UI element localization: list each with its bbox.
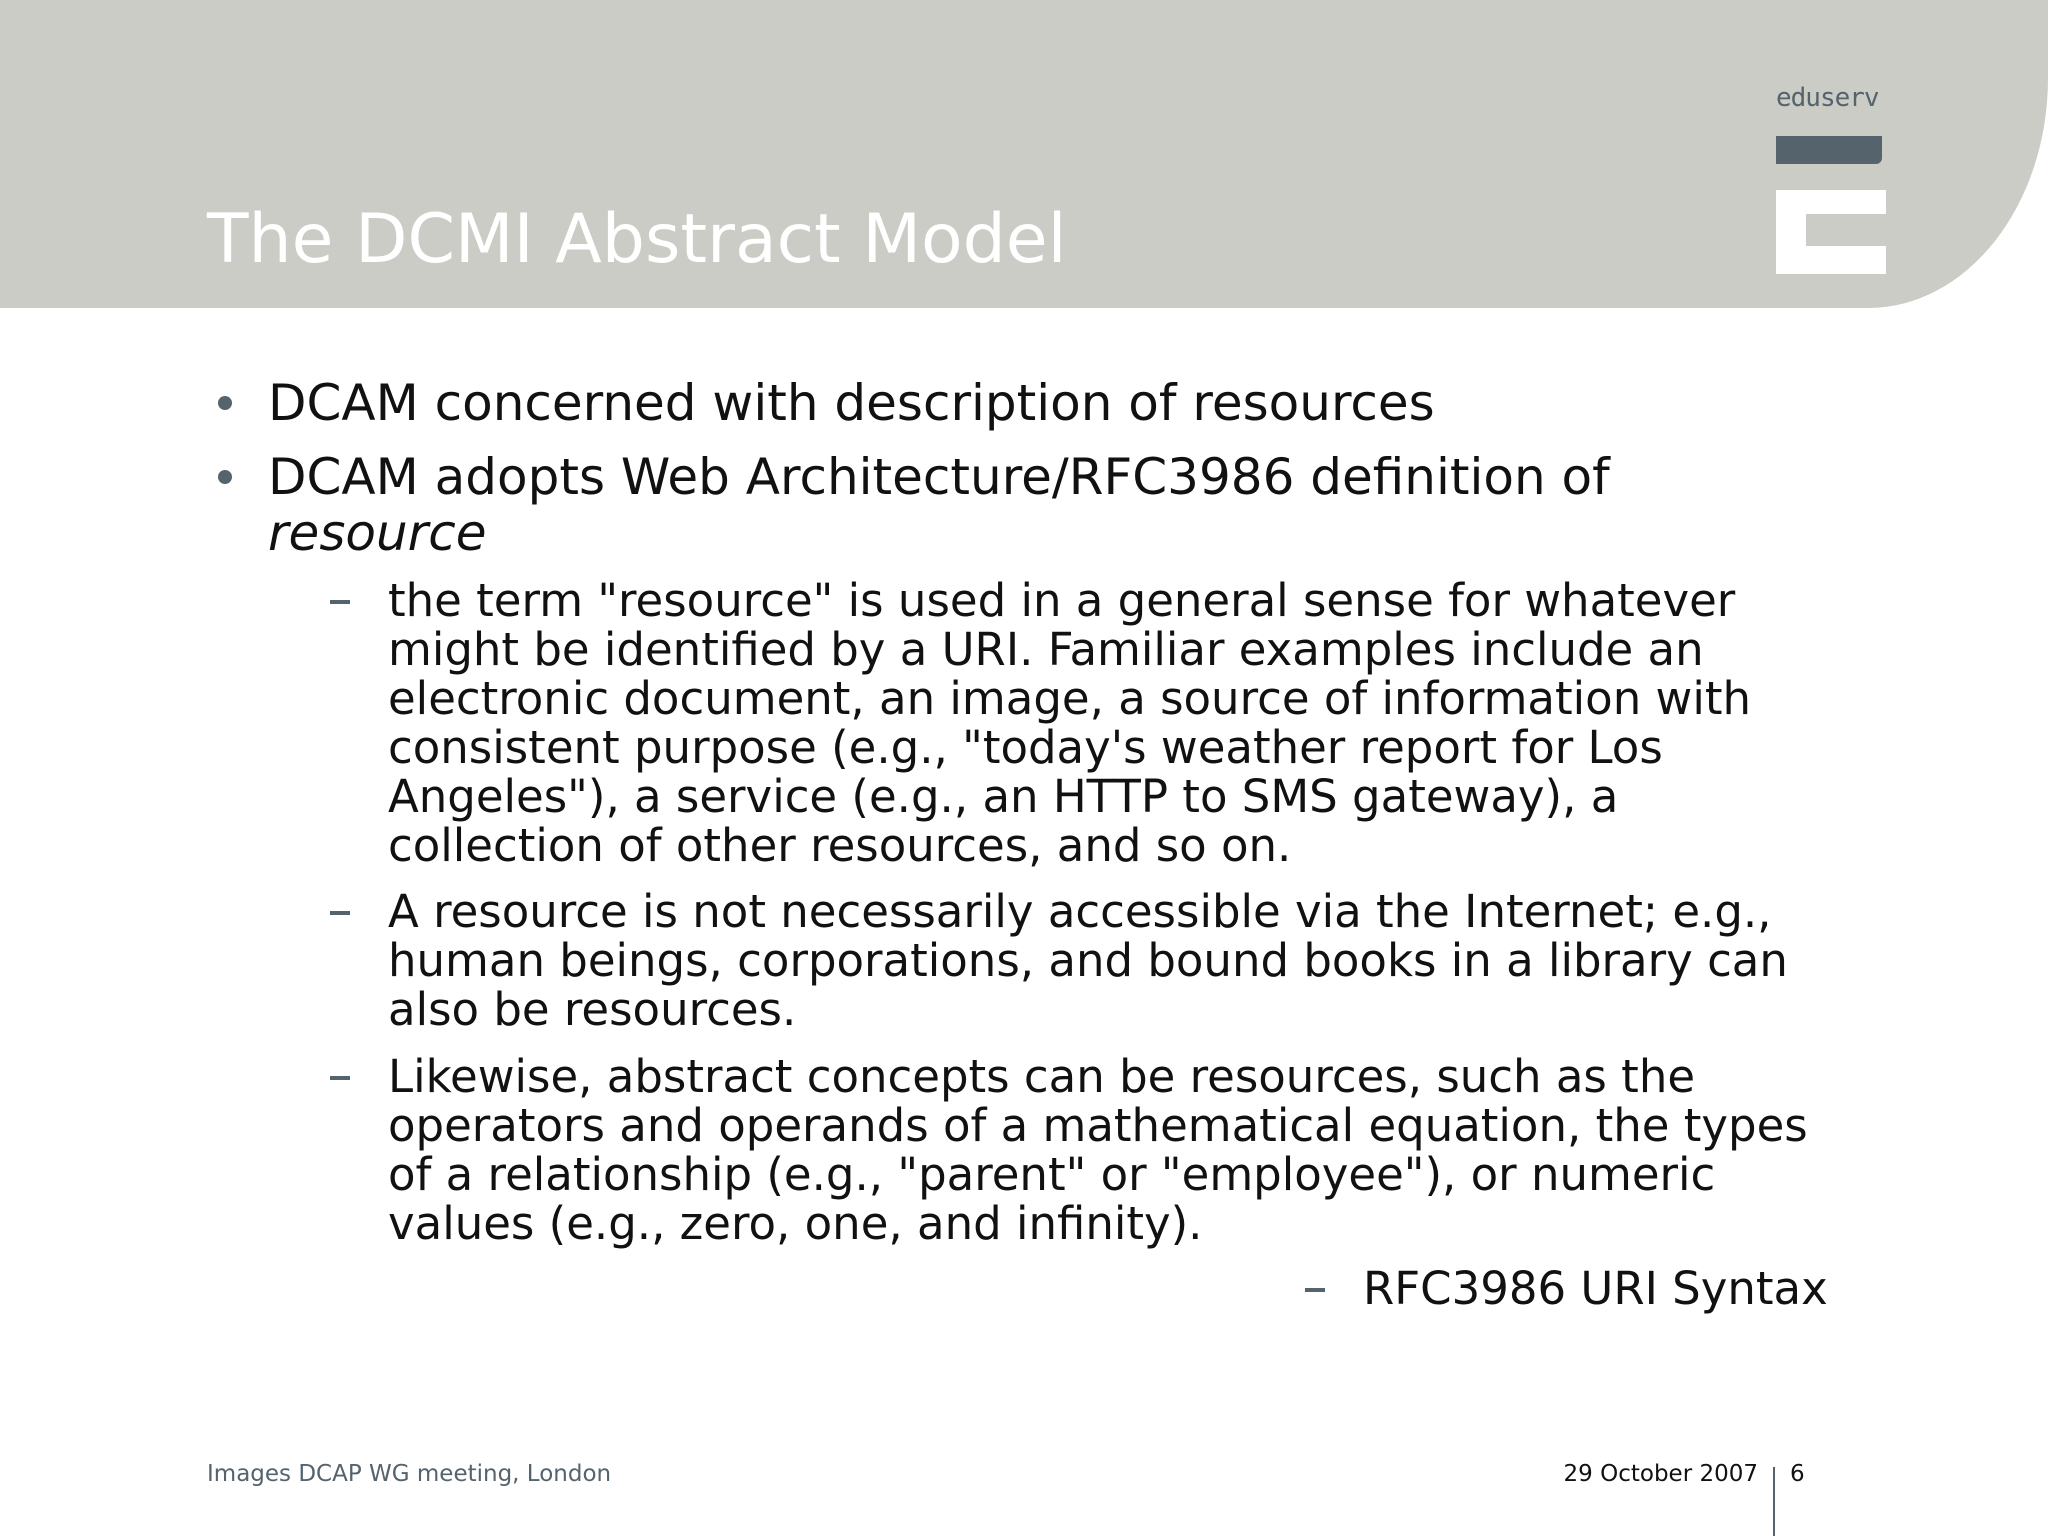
text-line: electronic document, an image, a source of information with [388,672,1751,725]
text-line: operators and operands of a mathematical equation, the types [388,1099,1808,1152]
bullet-text: DCAM concerned with description of resources [268,374,1435,432]
bullet-text-line: DCAM adopts Web Architecture/RFC3986 definition of [268,448,1610,506]
dash-icon [1305,1288,1325,1292]
dash-icon [330,600,350,604]
text-line: collection of other resources, and so on. [388,819,1292,872]
bullet-dot-icon [218,396,232,410]
source-text: RFC3986 URI Syntax [1363,1262,1828,1315]
text-line: A resource is not necessarily accessible via the Internet; e.g., [388,885,1772,938]
footer-event: Images DCAP WG meeting, London [207,1461,612,1487]
sub-bullet-text [388,887,1888,1034]
sub-bullet-text [388,576,1888,870]
footer-divider [1773,1467,1775,1536]
logo-wordmark: eduserv [1776,83,1879,113]
bullet-text-emphasis: resource [268,504,487,562]
dash-icon [330,911,350,915]
slide-title: The DCMI Abstract Model [207,200,1067,279]
bullet-text [268,449,1610,561]
dash-icon [330,1076,350,1080]
text-line: Likewise, abstract concepts can be resources, such as the [388,1050,1696,1103]
text-line: Angeles"), a service (e.g., an HTTP to SMS gateway), a [388,770,1619,823]
bullet-dot-icon [218,470,232,484]
page-number: 6 [1790,1461,1805,1487]
text-line: might be identified by a URI. Familiar examples include an [388,623,1704,676]
text-line: the term "resource" is used in a general sense for whatever [388,574,1736,627]
text-line: human beings, corporations, and bound books in a library can [388,934,1788,987]
text-line: of a relationship (e.g., "parent" or "employee"), or numeric [388,1148,1716,1201]
text-line: consistent purpose (e.g., "today's weather report for Los [388,721,1663,774]
footer-date: 29 October 2007 [1563,1461,1758,1487]
text-line: also be resources. [388,983,797,1036]
text-line: values (e.g., zero, one, and infinity). [388,1197,1203,1250]
sub-bullet-text [388,1052,1888,1248]
